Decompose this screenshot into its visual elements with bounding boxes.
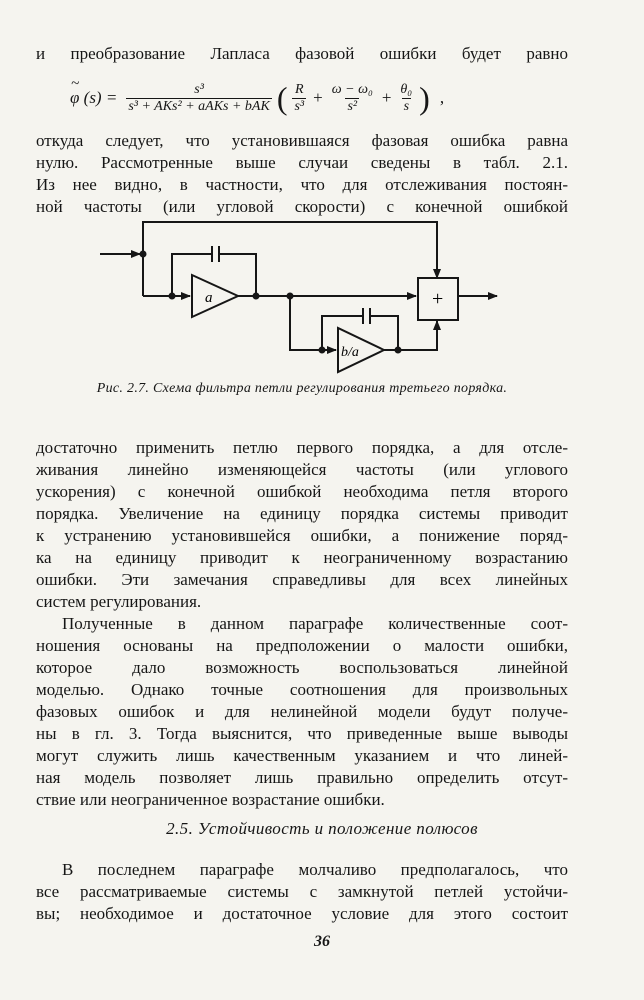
paragraph-line: ношения основаны на предположении о малости ошибки, <box>36 636 568 655</box>
formula-term-theta-denominator: s <box>403 98 410 114</box>
paragraph-line: систем регулирования. <box>36 592 202 611</box>
amp-a-triangle <box>192 275 238 317</box>
paragraph-line: откуда следует, что установившаяся фазовая ошибка равна <box>36 131 568 150</box>
junction-dot <box>287 293 294 300</box>
figure-caption: Рис. 2.7. Схема фильтра петли регулирования третьего порядка. <box>96 381 508 396</box>
paragraph-line: порядка. Увеличение на единицу порядка системы приводит <box>36 504 568 523</box>
formula-lhs: ~ φ (s) = <box>70 88 117 108</box>
paragraph-line: ная модель позволяет лишь правильно определить отсут- <box>36 768 568 787</box>
paragraph-line: ускорения) с конечной ошибкой необходима петля второго <box>36 482 568 501</box>
formula-trailing-comma: , <box>439 88 445 107</box>
paragraph-line: фазовых ошибок и для нелинейной модели будут получе- <box>36 702 568 721</box>
paragraph-line: нулю. Рассмотренные выше случаи сведены в табл. 2.1. <box>36 153 568 172</box>
paragraph-line: ствие или неограниченное возрастание ошибки. <box>36 790 385 809</box>
formula-term-r-denominator: s³ <box>294 98 305 114</box>
sum-label: + <box>432 288 444 310</box>
page-number: 36 <box>314 933 330 950</box>
formula-open-paren: ( <box>276 80 288 116</box>
formula-term-r-numerator: R <box>295 81 304 97</box>
formula-term-omega-numerator: ω − ω₀ <box>331 81 373 97</box>
paragraph-line: которое дало возможность воспользоваться линейной <box>36 658 568 677</box>
paragraph-line: ны в гл. 3. Тогда выяснится, что приведенные выше выводы <box>36 724 568 743</box>
paragraph-line: все рассматриваемые системы с замкнутой петлей устойчи- <box>36 882 568 901</box>
formula-close-paren: ) <box>419 80 430 116</box>
junction-dot <box>253 293 260 300</box>
paragraph-line: В последнем параграфе молчаливо предполагалось, что <box>62 860 568 879</box>
paragraph-line: достаточно применить петлю первого порядка, а для отсле- <box>36 438 568 457</box>
branch-to-amp-ba <box>290 296 336 350</box>
junction-dot <box>395 347 402 354</box>
section-heading: 2.5. Устойчивость и положение полюсов <box>166 819 478 838</box>
formula-term-omega-denominator: s² <box>347 98 358 114</box>
formula-plus-2: + <box>381 88 392 107</box>
formula-term-theta-numerator: θ₀ <box>400 81 413 97</box>
amp-ba-label: b/a <box>341 345 359 360</box>
paragraph-line: живания линейно изменяющейся частоты (или углового <box>36 460 568 479</box>
paragraph-line: Из нее видно, в частности, что для отслеживания постоян- <box>36 175 568 194</box>
paragraph-line: ошибки. Эти замечания справедливы для всех линейных <box>36 570 568 589</box>
paragraph-line: к устранению установившейся ошибки, а понижение поряд- <box>36 526 568 545</box>
top-bypass-wire <box>143 222 437 278</box>
formula-main-numerator: s³ <box>194 81 204 97</box>
paragraph-line: ка на единицу приводит к неограниченному возрастанию <box>36 548 568 567</box>
paragraph-line: Полученные в данном параграфе количественные соот- <box>62 614 568 633</box>
junction-dot <box>140 251 147 258</box>
paragraph-line: вы; необходимое и достаточное условие для этого состоит <box>36 904 568 923</box>
intro-text-line: и преобразование Лапласа фазовой ошибки будет равно <box>36 44 568 63</box>
junction-dot <box>319 347 326 354</box>
formula-main-denominator: s³ + AKs² + aAKs + bAK <box>128 98 270 114</box>
amp-ba-output-wire <box>384 321 437 350</box>
amp-a-label: a <box>205 290 213 306</box>
paragraph-line: моделью. Однако точные соотношения для произвольных <box>36 680 568 699</box>
paragraph-line: могут служить лишь качественным указанием и что линей- <box>36 746 568 765</box>
formula-plus-1: + <box>313 88 323 107</box>
paragraph-line: ной частоты (или угловой скорости) с конечной ошибкой <box>36 197 568 216</box>
junction-dot <box>169 293 176 300</box>
